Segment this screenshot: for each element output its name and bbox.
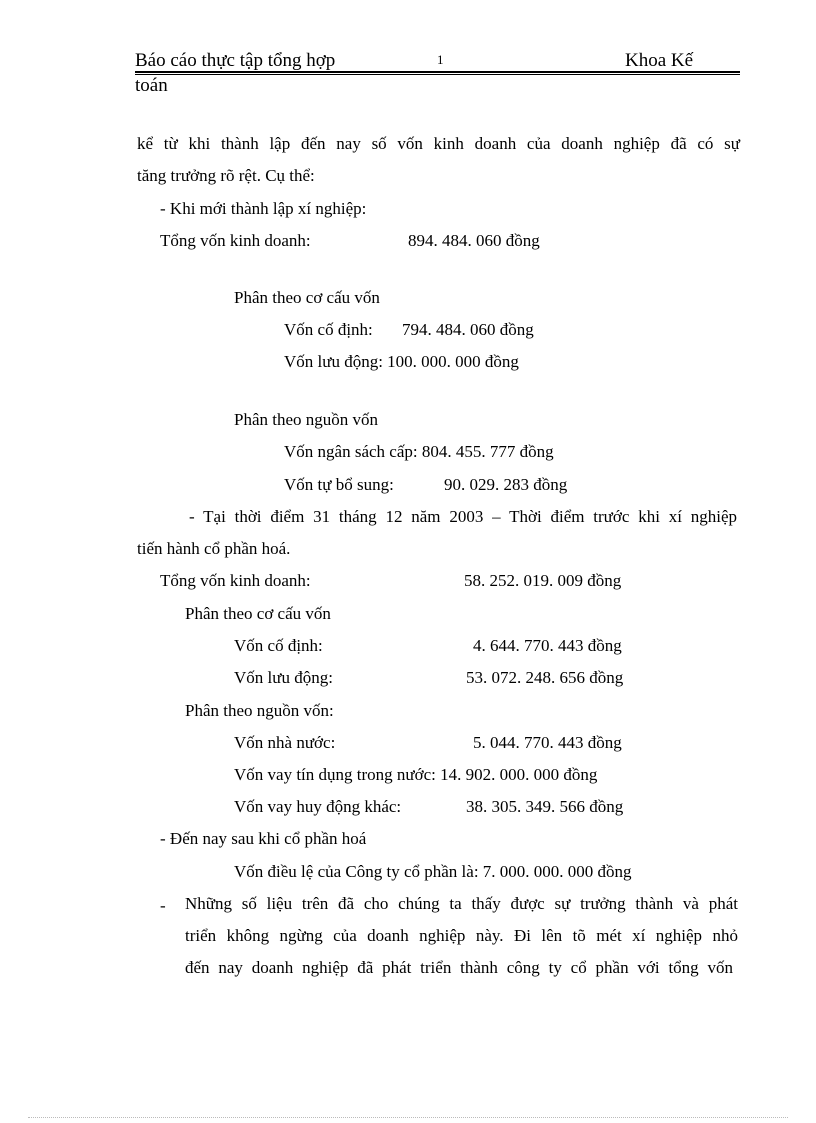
s2-struct-heading: Phân theo cơ cấu vốn <box>185 604 331 623</box>
page-bottom-border <box>28 1117 788 1118</box>
page-number: 1 <box>437 52 444 67</box>
s2-state-value: 5. 044. 770. 443 đồng <box>473 733 622 752</box>
s2-source-heading: Phân theo nguồn vốn: <box>185 701 334 720</box>
s2-working-label: Vốn lưu động: <box>234 668 333 687</box>
s2-domestic-loan: Vốn vay tín dụng trong nước: 14. 902. 000. 000 đồng <box>234 765 598 784</box>
s2-total-value: 58. 252. 019. 009 đồng <box>464 571 622 590</box>
intro-line-1: kể từ khi thành lập đến nay số vốn kinh doanh của doanh nghiệp đã có sự <box>137 134 740 153</box>
s2-heading-1: - Tại thời điểm 31 tháng 12 năm 2003 – Thời điểm trước khi xí nghiệp <box>189 507 737 526</box>
intro-line-2: tăng trưởng rõ rệt. Cụ thể: <box>137 166 315 185</box>
s1-fixed-label: Vốn cố định: <box>284 320 373 339</box>
s2-fixed-value: 4. 644. 770. 443 đồng <box>473 636 622 655</box>
header-rule-thin <box>135 74 740 75</box>
s1-struct-heading: Phân theo cơ cấu vốn <box>234 288 380 307</box>
s2-total-label: Tổng vốn kinh doanh: <box>160 571 311 590</box>
header-left: Báo cáo thực tập tổng hợp <box>135 50 336 71</box>
s2-heading-2: tiến hành cổ phần hoá. <box>137 539 291 558</box>
s1-total-value: 894. 484. 060 đồng <box>408 231 540 250</box>
s1-source-heading: Phân theo nguồn vốn <box>234 410 379 429</box>
s2-fixed-label: Vốn cố định: <box>234 636 323 655</box>
s2-other-value: 38. 305. 349. 566 đồng <box>466 797 624 816</box>
header-rule <box>135 71 740 73</box>
s1-fixed-value: 794. 484. 060 đồng <box>402 320 534 339</box>
s2-other-label: Vốn vay huy động khác: <box>234 797 402 816</box>
s1-budget: Vốn ngân sách cấp: 804. 455. 777 đồng <box>284 442 554 461</box>
s1-working: Vốn lưu động: 100. 000. 000 đồng <box>284 352 519 371</box>
header-right: Khoa Kế <box>625 50 694 71</box>
s2-state-label: Vốn nhà nước: <box>234 733 336 752</box>
header-wrap: toán <box>135 75 168 96</box>
s1-total-label: Tổng vốn kinh doanh: <box>160 231 311 250</box>
conclusion-line-1: Những số liệu trên đã cho chúng ta thấy được sự trưởng thành và phát <box>185 894 738 913</box>
s1-self-label: Vốn tự bổ sung: <box>284 475 394 494</box>
conclusion-line-2: triển không ngừng của doanh nghiệp này. Đi lên tõ mét xí nghiệp nhỏ <box>185 926 738 945</box>
s1-self-value: 90. 029. 283 đồng <box>444 475 568 494</box>
s2-working-value: 53. 072. 248. 656 đồng <box>466 668 624 687</box>
conclusion-line-3: đến nay doanh nghiệp đã phát triển thành công ty cổ phần với tổng vốn <box>185 958 733 977</box>
conclusion-bullet: - <box>160 896 166 915</box>
s3-charter: Vốn điều lệ của Công ty cổ phần là: 7. 000. 000. 000 đồng <box>234 862 632 881</box>
s1-heading: - Khi mới thành lập xí nghiệp: <box>160 199 367 218</box>
s3-heading: - Đến nay sau khi cổ phần hoá <box>160 829 367 848</box>
